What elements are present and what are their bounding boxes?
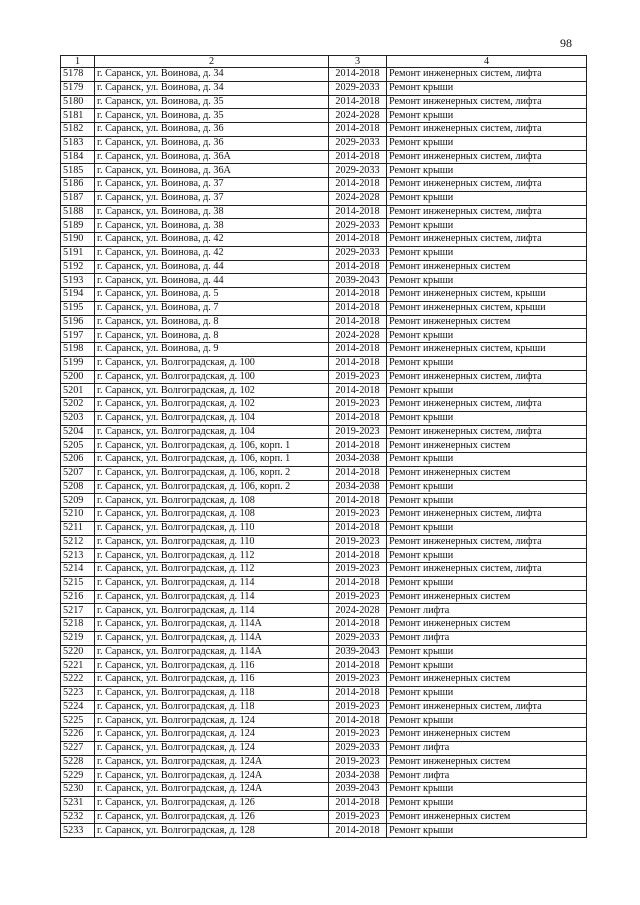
row-number: 5186: [61, 178, 95, 192]
period-cell: 2029-2033: [329, 741, 387, 755]
work-type-cell: Ремонт крыши: [387, 274, 587, 288]
row-number: 5231: [61, 796, 95, 810]
work-type-cell: Ремонт крыши: [387, 714, 587, 728]
work-type-cell: Ремонт лифта: [387, 769, 587, 783]
table-row: [61, 549, 587, 563]
address-cell: г. Саранск, ул. Волгоградская, д. 124: [95, 741, 329, 755]
table-row: [61, 700, 587, 714]
address-cell: г. Саранск, ул. Волгоградская, д. 110: [95, 535, 329, 549]
row-number: 5212: [61, 535, 95, 549]
address-cell: г. Саранск, ул. Воинова, д. 42: [95, 246, 329, 260]
address-cell: г. Саранск, ул. Волгоградская, д. 116: [95, 673, 329, 687]
address-cell: г. Саранск, ул. Воинова, д. 38: [95, 205, 329, 219]
table-row: [61, 329, 587, 343]
column-header-period: 3: [329, 56, 387, 68]
period-cell: 2014-2018: [329, 205, 387, 219]
address-cell: г. Саранск, ул. Волгоградская, д. 106, корп. 2: [95, 466, 329, 480]
row-number: 5206: [61, 453, 95, 467]
period-cell: 2019-2023: [329, 370, 387, 384]
address-cell: г. Саранск, ул. Волгоградская, д. 106, корп. 1: [95, 453, 329, 467]
table-row: [61, 480, 587, 494]
address-cell: г. Саранск, ул. Воинова, д. 35: [95, 109, 329, 123]
row-number: 5180: [61, 95, 95, 109]
table-row: [61, 604, 587, 618]
row-number: 5220: [61, 645, 95, 659]
period-cell: 2029-2033: [329, 164, 387, 178]
work-type-cell: Ремонт крыши: [387, 164, 587, 178]
work-type-cell: Ремонт крыши: [387, 783, 587, 797]
period-cell: 2014-2018: [329, 315, 387, 329]
table-row: [61, 370, 587, 384]
work-type-cell: Ремонт инженерных систем, лифта: [387, 68, 587, 82]
repair-schedule-table: [60, 55, 587, 838]
period-cell: 2014-2018: [329, 659, 387, 673]
address-cell: г. Саранск, ул. Волгоградская, д. 108: [95, 508, 329, 522]
row-number: 5198: [61, 343, 95, 357]
period-cell: 2019-2023: [329, 700, 387, 714]
row-number: 5205: [61, 439, 95, 453]
work-type-cell: Ремонт инженерных систем: [387, 260, 587, 274]
table-row: [61, 824, 587, 838]
period-cell: 2014-2018: [329, 796, 387, 810]
table-row: [61, 343, 587, 357]
period-cell: 2029-2033: [329, 81, 387, 95]
row-number: 5208: [61, 480, 95, 494]
row-number: 5216: [61, 590, 95, 604]
period-cell: 2014-2018: [329, 343, 387, 357]
table-row: [61, 439, 587, 453]
work-type-cell: Ремонт крыши: [387, 109, 587, 123]
work-type-cell: Ремонт инженерных систем, лифта: [387, 535, 587, 549]
row-number: 5227: [61, 741, 95, 755]
row-number: 5217: [61, 604, 95, 618]
row-number: 5228: [61, 755, 95, 769]
work-type-cell: Ремонт инженерных систем, лифта: [387, 178, 587, 192]
row-number: 5185: [61, 164, 95, 178]
period-cell: 2014-2018: [329, 301, 387, 315]
period-cell: 2019-2023: [329, 728, 387, 742]
address-cell: г. Саранск, ул. Воинова, д. 44: [95, 260, 329, 274]
address-cell: г. Саранск, ул. Волгоградская, д. 104: [95, 425, 329, 439]
period-cell: 2014-2018: [329, 521, 387, 535]
table-row: [61, 301, 587, 315]
period-cell: 2014-2018: [329, 494, 387, 508]
row-number: 5225: [61, 714, 95, 728]
work-type-cell: Ремонт крыши: [387, 796, 587, 810]
address-cell: г. Саранск, ул. Воинова, д. 36: [95, 136, 329, 150]
address-cell: г. Саранск, ул. Воинова, д. 34: [95, 81, 329, 95]
period-cell: 2019-2023: [329, 425, 387, 439]
table-row: [61, 631, 587, 645]
column-header-number: 1: [61, 56, 95, 68]
table-row: [61, 741, 587, 755]
work-type-cell: Ремонт крыши: [387, 521, 587, 535]
work-type-cell: Ремонт инженерных систем, крыши: [387, 288, 587, 302]
period-cell: 2019-2023: [329, 590, 387, 604]
address-cell: г. Саранск, ул. Волгоградская, д. 106, корп. 2: [95, 480, 329, 494]
row-number: 5193: [61, 274, 95, 288]
table-header: [61, 56, 587, 68]
table-row: [61, 205, 587, 219]
address-cell: г. Саранск, ул. Волгоградская, д. 100: [95, 370, 329, 384]
table-row: [61, 219, 587, 233]
period-cell: 2039-2043: [329, 274, 387, 288]
period-cell: 2019-2023: [329, 398, 387, 412]
work-type-cell: Ремонт крыши: [387, 576, 587, 590]
row-number: 5230: [61, 783, 95, 797]
period-cell: 2014-2018: [329, 95, 387, 109]
table-row: [61, 576, 587, 590]
table-row: [61, 315, 587, 329]
address-cell: г. Саранск, ул. Воинова, д. 9: [95, 343, 329, 357]
table-row: [61, 618, 587, 632]
row-number: 5223: [61, 686, 95, 700]
address-cell: г. Саранск, ул. Воинова, д. 37: [95, 178, 329, 192]
table-row: [61, 288, 587, 302]
work-type-cell: Ремонт крыши: [387, 81, 587, 95]
period-cell: 2029-2033: [329, 246, 387, 260]
work-type-cell: Ремонт крыши: [387, 329, 587, 343]
period-cell: 2029-2033: [329, 136, 387, 150]
address-cell: г. Саранск, ул. Воинова, д. 7: [95, 301, 329, 315]
period-cell: 2019-2023: [329, 535, 387, 549]
address-cell: г. Саранск, ул. Волгоградская, д. 108: [95, 494, 329, 508]
row-number: 5215: [61, 576, 95, 590]
work-type-cell: Ремонт лифта: [387, 741, 587, 755]
row-number: 5210: [61, 508, 95, 522]
period-cell: 2014-2018: [329, 123, 387, 137]
work-type-cell: Ремонт крыши: [387, 645, 587, 659]
row-number: 5229: [61, 769, 95, 783]
period-cell: 2024-2028: [329, 191, 387, 205]
table-row: [61, 425, 587, 439]
row-number: 5196: [61, 315, 95, 329]
period-cell: 2024-2028: [329, 329, 387, 343]
work-type-cell: Ремонт инженерных систем, лифта: [387, 370, 587, 384]
work-type-cell: Ремонт инженерных систем, лифта: [387, 233, 587, 247]
row-number: 5190: [61, 233, 95, 247]
work-type-cell: Ремонт инженерных систем: [387, 439, 587, 453]
row-number: 5201: [61, 384, 95, 398]
address-cell: г. Саранск, ул. Волгоградская, д. 124: [95, 714, 329, 728]
table-row: [61, 398, 587, 412]
period-cell: 2039-2043: [329, 645, 387, 659]
table-row: [61, 95, 587, 109]
address-cell: г. Саранск, ул. Воинова, д. 8: [95, 329, 329, 343]
work-type-cell: Ремонт инженерных систем, крыши: [387, 343, 587, 357]
work-type-cell: Ремонт инженерных систем, лифта: [387, 205, 587, 219]
work-type-cell: Ремонт крыши: [387, 411, 587, 425]
address-cell: г. Саранск, ул. Волгоградская, д. 126: [95, 796, 329, 810]
address-cell: г. Саранск, ул. Волгоградская, д. 112: [95, 563, 329, 577]
period-cell: 2024-2028: [329, 109, 387, 123]
work-type-cell: Ремонт крыши: [387, 659, 587, 673]
period-cell: 2019-2023: [329, 810, 387, 824]
row-number: 5189: [61, 219, 95, 233]
address-cell: г. Саранск, ул. Волгоградская, д. 128: [95, 824, 329, 838]
work-type-cell: Ремонт инженерных систем, лифта: [387, 398, 587, 412]
address-cell: г. Саранск, ул. Воинова, д. 44: [95, 274, 329, 288]
table-row: [61, 164, 587, 178]
address-cell: г. Саранск, ул. Волгоградская, д. 124А: [95, 769, 329, 783]
row-number: 5181: [61, 109, 95, 123]
period-cell: 2034-2038: [329, 453, 387, 467]
row-number: 5224: [61, 700, 95, 714]
row-number: 5222: [61, 673, 95, 687]
row-number: 5214: [61, 563, 95, 577]
row-number: 5226: [61, 728, 95, 742]
table-row: [61, 191, 587, 205]
row-number: 5183: [61, 136, 95, 150]
address-cell: г. Саранск, ул. Волгоградская, д. 114А: [95, 618, 329, 632]
work-type-cell: Ремонт инженерных систем: [387, 590, 587, 604]
work-type-cell: Ремонт крыши: [387, 191, 587, 205]
address-cell: г. Саранск, ул. Воинова, д. 35: [95, 95, 329, 109]
address-cell: г. Саранск, ул. Волгоградская, д. 116: [95, 659, 329, 673]
table-row: [61, 728, 587, 742]
table-row: [61, 673, 587, 687]
period-cell: 2019-2023: [329, 563, 387, 577]
period-cell: 2014-2018: [329, 714, 387, 728]
work-type-cell: Ремонт инженерных систем, лифта: [387, 123, 587, 137]
address-cell: г. Саранск, ул. Волгоградская, д. 102: [95, 398, 329, 412]
work-type-cell: Ремонт инженерных систем, лифта: [387, 425, 587, 439]
period-cell: 2039-2043: [329, 783, 387, 797]
row-number: 5203: [61, 411, 95, 425]
table-row: [61, 411, 587, 425]
address-cell: г. Саранск, ул. Волгоградская, д. 114: [95, 576, 329, 590]
address-cell: г. Саранск, ул. Волгоградская, д. 114А: [95, 631, 329, 645]
row-number: 5187: [61, 191, 95, 205]
row-number: 5188: [61, 205, 95, 219]
period-cell: 2034-2038: [329, 480, 387, 494]
table-row: [61, 659, 587, 673]
column-header-address: 2: [95, 56, 329, 68]
work-type-cell: Ремонт инженерных систем: [387, 810, 587, 824]
table-body: [61, 68, 587, 838]
table-row: [61, 466, 587, 480]
table-row: [61, 233, 587, 247]
work-type-cell: Ремонт инженерных систем: [387, 728, 587, 742]
period-cell: 2019-2023: [329, 673, 387, 687]
work-type-cell: Ремонт лифта: [387, 631, 587, 645]
table-row: [61, 535, 587, 549]
work-type-cell: Ремонт инженерных систем: [387, 618, 587, 632]
period-cell: 2014-2018: [329, 466, 387, 480]
row-number: 5194: [61, 288, 95, 302]
address-cell: г. Саранск, ул. Воинова, д. 36: [95, 123, 329, 137]
work-type-cell: Ремонт крыши: [387, 384, 587, 398]
row-number: 5204: [61, 425, 95, 439]
address-cell: г. Саранск, ул. Волгоградская, д. 124А: [95, 783, 329, 797]
row-number: 5209: [61, 494, 95, 508]
row-number: 5233: [61, 824, 95, 838]
period-cell: 2014-2018: [329, 356, 387, 370]
table-row: [61, 769, 587, 783]
address-cell: г. Саранск, ул. Воинова, д. 36А: [95, 164, 329, 178]
period-cell: 2034-2038: [329, 769, 387, 783]
row-number: 5197: [61, 329, 95, 343]
period-cell: 2019-2023: [329, 755, 387, 769]
address-cell: г. Саранск, ул. Волгоградская, д. 114: [95, 590, 329, 604]
period-cell: 2014-2018: [329, 686, 387, 700]
table-row: [61, 783, 587, 797]
table-row: [61, 136, 587, 150]
column-header-work-type: 4: [387, 56, 587, 68]
period-cell: 2014-2018: [329, 384, 387, 398]
table-row: [61, 356, 587, 370]
row-number: 5211: [61, 521, 95, 535]
work-type-cell: Ремонт крыши: [387, 686, 587, 700]
row-number: 5232: [61, 810, 95, 824]
period-cell: 2014-2018: [329, 439, 387, 453]
row-number: 5179: [61, 81, 95, 95]
address-cell: г. Саранск, ул. Волгоградская, д. 112: [95, 549, 329, 563]
table-row: [61, 521, 587, 535]
address-cell: г. Саранск, ул. Воинова, д. 5: [95, 288, 329, 302]
period-cell: 2014-2018: [329, 233, 387, 247]
table-row: [61, 150, 587, 164]
period-cell: 2014-2018: [329, 178, 387, 192]
row-number: 5184: [61, 150, 95, 164]
table-row: [61, 494, 587, 508]
table-row: [61, 384, 587, 398]
period-cell: 2014-2018: [329, 288, 387, 302]
address-cell: г. Саранск, ул. Воинова, д. 36А: [95, 150, 329, 164]
work-type-cell: Ремонт инженерных систем, лифта: [387, 508, 587, 522]
work-type-cell: Ремонт инженерных систем, лифта: [387, 563, 587, 577]
work-type-cell: Ремонт крыши: [387, 219, 587, 233]
table-row: [61, 123, 587, 137]
row-number: 5195: [61, 301, 95, 315]
work-type-cell: Ремонт крыши: [387, 356, 587, 370]
table-row: [61, 563, 587, 577]
work-type-cell: Ремонт инженерных систем: [387, 315, 587, 329]
period-cell: 2029-2033: [329, 631, 387, 645]
address-cell: г. Саранск, ул. Волгоградская, д. 114: [95, 604, 329, 618]
table-row: [61, 686, 587, 700]
table-row: [61, 274, 587, 288]
table-row: [61, 645, 587, 659]
table-row: [61, 755, 587, 769]
work-type-cell: Ремонт инженерных систем: [387, 755, 587, 769]
table-row: [61, 796, 587, 810]
work-type-cell: Ремонт инженерных систем, лифта: [387, 700, 587, 714]
row-number: 5192: [61, 260, 95, 274]
period-cell: 2014-2018: [329, 411, 387, 425]
work-type-cell: Ремонт инженерных систем, лифта: [387, 95, 587, 109]
address-cell: г. Саранск, ул. Волгоградская, д. 106, корп. 1: [95, 439, 329, 453]
address-cell: г. Саранск, ул. Волгоградская, д. 118: [95, 686, 329, 700]
work-type-cell: Ремонт инженерных систем, лифта: [387, 150, 587, 164]
period-cell: 2014-2018: [329, 824, 387, 838]
address-cell: г. Саранск, ул. Волгоградская, д. 104: [95, 411, 329, 425]
row-number: 5221: [61, 659, 95, 673]
row-number: 5202: [61, 398, 95, 412]
address-cell: г. Саранск, ул. Воинова, д. 8: [95, 315, 329, 329]
table-row: [61, 453, 587, 467]
row-number: 5218: [61, 618, 95, 632]
table-row: [61, 590, 587, 604]
table-row: [61, 260, 587, 274]
table-row: [61, 109, 587, 123]
table-row: [61, 81, 587, 95]
period-cell: 2014-2018: [329, 68, 387, 82]
address-cell: г. Саранск, ул. Волгоградская, д. 102: [95, 384, 329, 398]
work-type-cell: Ремонт инженерных систем: [387, 466, 587, 480]
work-type-cell: Ремонт крыши: [387, 136, 587, 150]
table-row: [61, 246, 587, 260]
work-type-cell: Ремонт лифта: [387, 604, 587, 618]
period-cell: 2014-2018: [329, 618, 387, 632]
work-type-cell: Ремонт крыши: [387, 494, 587, 508]
period-cell: 2029-2033: [329, 219, 387, 233]
period-cell: 2014-2018: [329, 150, 387, 164]
table-row: [61, 810, 587, 824]
row-number: 5191: [61, 246, 95, 260]
address-cell: г. Саранск, ул. Воинова, д. 34: [95, 68, 329, 82]
row-number: 5200: [61, 370, 95, 384]
address-cell: г. Саранск, ул. Воинова, д. 38: [95, 219, 329, 233]
address-cell: г. Саранск, ул. Волгоградская, д. 124: [95, 728, 329, 742]
page-number: 98: [560, 36, 572, 50]
work-type-cell: Ремонт инженерных систем: [387, 673, 587, 687]
address-cell: г. Саранск, ул. Волгоградская, д. 100: [95, 356, 329, 370]
table-row: [61, 178, 587, 192]
work-type-cell: Ремонт крыши: [387, 480, 587, 494]
address-cell: г. Саранск, ул. Воинова, д. 37: [95, 191, 329, 205]
address-cell: г. Саранск, ул. Волгоградская, д. 114А: [95, 645, 329, 659]
period-cell: 2014-2018: [329, 549, 387, 563]
period-cell: 2014-2018: [329, 576, 387, 590]
row-number: 5178: [61, 68, 95, 82]
address-cell: г. Саранск, ул. Волгоградская, д. 124А: [95, 755, 329, 769]
table-row: [61, 68, 587, 82]
work-type-cell: Ремонт крыши: [387, 246, 587, 260]
period-cell: 2019-2023: [329, 508, 387, 522]
period-cell: 2024-2028: [329, 604, 387, 618]
work-type-cell: Ремонт крыши: [387, 824, 587, 838]
work-type-cell: Ремонт инженерных систем, крыши: [387, 301, 587, 315]
row-number: 5182: [61, 123, 95, 137]
work-type-cell: Ремонт крыши: [387, 453, 587, 467]
address-cell: г. Саранск, ул. Волгоградская, д. 126: [95, 810, 329, 824]
row-number: 5213: [61, 549, 95, 563]
header-row: [61, 56, 587, 68]
row-number: 5199: [61, 356, 95, 370]
table-row: [61, 714, 587, 728]
address-cell: г. Саранск, ул. Воинова, д. 42: [95, 233, 329, 247]
address-cell: г. Саранск, ул. Волгоградская, д. 110: [95, 521, 329, 535]
work-type-cell: Ремонт крыши: [387, 549, 587, 563]
table-row: [61, 508, 587, 522]
address-cell: г. Саранск, ул. Волгоградская, д. 118: [95, 700, 329, 714]
period-cell: 2014-2018: [329, 260, 387, 274]
row-number: 5207: [61, 466, 95, 480]
row-number: 5219: [61, 631, 95, 645]
